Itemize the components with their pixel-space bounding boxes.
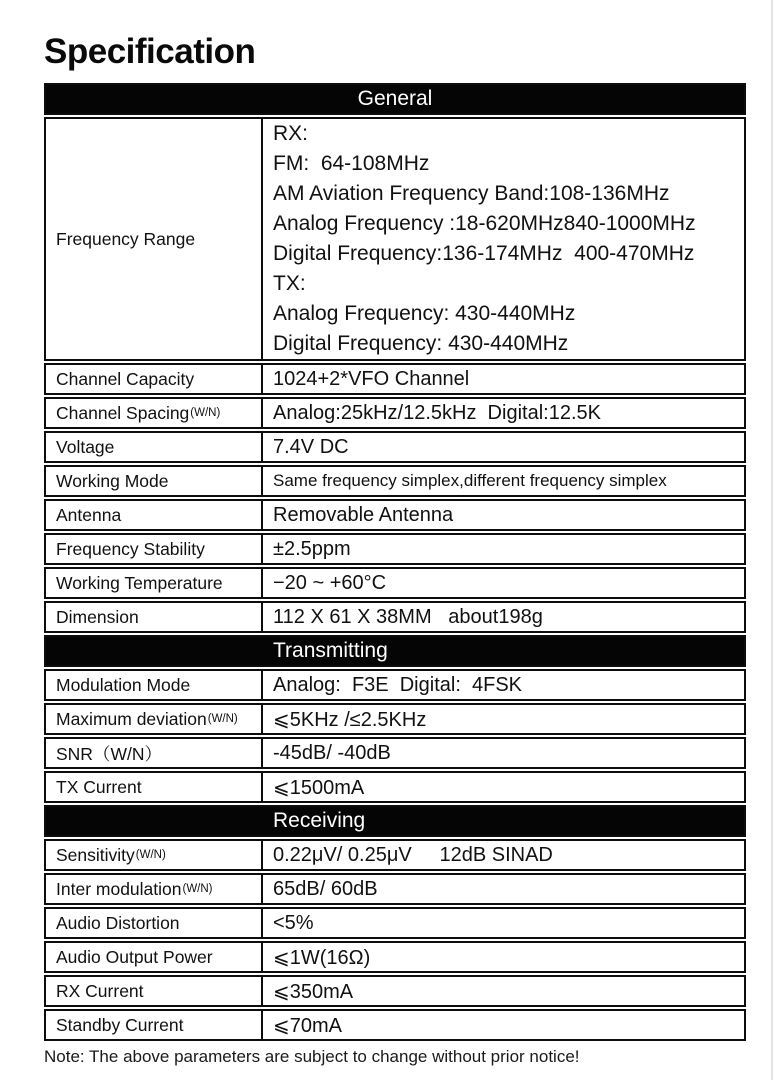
- row-label-text: Sensitivity: [56, 844, 135, 865]
- row-label: [46, 467, 263, 495]
- row-label-text: TX Current: [56, 776, 142, 797]
- row-label: [46, 603, 263, 631]
- row-value-text: 7.4V DC: [273, 435, 349, 458]
- row-label-suffix: (W/N): [190, 407, 221, 419]
- table-row-working-temperature: [44, 567, 746, 599]
- row-label-text: Channel Spacing: [56, 402, 190, 423]
- table-row-frequency-range: [44, 117, 746, 361]
- row-label-text: Voltage: [56, 436, 115, 457]
- row-label-text: Audio Output Power: [56, 946, 213, 967]
- row-value-text: Analog:25kHz/12.5kHz Digital:12.5K: [273, 401, 601, 424]
- table-row-sensitivity: [44, 839, 746, 871]
- section-header-receiving-label: Receiving: [273, 809, 366, 832]
- row-label-text: RX Current: [56, 980, 144, 1001]
- row-label: [46, 399, 263, 427]
- row-label: [46, 705, 263, 733]
- row-value: [263, 943, 744, 971]
- table-row-channel-capacity: [44, 363, 746, 395]
- table-row-channel-spacing: [44, 397, 746, 429]
- row-label-text: Frequency Range: [56, 228, 196, 249]
- row-value: [263, 467, 744, 495]
- table-row-antenna: [44, 499, 746, 531]
- page-title: Specification: [44, 32, 256, 71]
- row-label-text: Inter modulation: [56, 878, 182, 899]
- row-value: [263, 739, 744, 767]
- frequency-line: AM Aviation Frequency Band:108-136MHz: [273, 182, 670, 205]
- row-label-text: Frequency Stability: [56, 538, 205, 559]
- row-label: [46, 909, 263, 937]
- row-label: [46, 501, 263, 529]
- table-row-maximum-deviation: [44, 703, 746, 735]
- row-value-text: 65dB/ 60dB: [273, 877, 378, 900]
- table-row-voltage: [44, 431, 746, 463]
- row-value-text: -45dB/ -40dB: [273, 741, 391, 764]
- frequency-line: FM: 64-108MHz: [273, 152, 430, 175]
- row-value-text: ±2.5ppm: [273, 537, 351, 560]
- row-value: [263, 841, 744, 869]
- row-value: [263, 1011, 744, 1039]
- row-label-text: Maximum deviation: [56, 708, 207, 729]
- table-row-frequency-stability: [44, 533, 746, 565]
- row-label: [46, 535, 263, 563]
- row-label-suffix: (W/N): [182, 883, 213, 895]
- row-value-text: Same frequency simplex,different frequency simplex: [273, 471, 667, 490]
- row-label-text: Working Mode: [56, 470, 169, 491]
- frequency-line: RX:: [273, 122, 309, 145]
- section-header-general-label: General: [357, 87, 433, 110]
- row-value: [263, 875, 744, 903]
- table-row-tx-current: [44, 771, 746, 803]
- row-label: [46, 943, 263, 971]
- row-label: [46, 119, 263, 359]
- row-value: [263, 773, 744, 801]
- row-label: [46, 569, 263, 597]
- row-value: [263, 909, 744, 937]
- table-row-standby-current: [44, 1009, 746, 1041]
- row-label-text: Standby Current: [56, 1014, 184, 1035]
- table-row-snr: [44, 737, 746, 769]
- frequency-line: Digital Frequency:136-174MHz 400-470MHz: [273, 242, 695, 265]
- row-value: [263, 977, 744, 1005]
- section-header-receiving: [44, 805, 746, 837]
- table-row-audio-output-power: [44, 941, 746, 973]
- row-value-text: 0.22μV/ 0.25μV 12dB SINAD: [273, 843, 553, 866]
- footnote: Note: The above parameters are subject to change without prior notice!: [44, 1047, 580, 1066]
- row-value-text: ⩽5KHz /≤2.5KHz: [273, 708, 427, 731]
- row-label: [46, 977, 263, 1005]
- row-value-text: ⩽1W(16Ω): [273, 946, 371, 969]
- row-label: [46, 671, 263, 699]
- row-label-text: Dimension: [56, 606, 139, 627]
- table-row-modulation-mode: [44, 669, 746, 701]
- frequency-line: Analog Frequency :18-620MHz840-1000MHz: [273, 212, 696, 235]
- row-value-text: −20 ~ +60°C: [273, 571, 387, 594]
- row-value-text: ⩽1500mA: [273, 776, 365, 799]
- row-value: [263, 399, 744, 427]
- row-label-text: Channel Capacity: [56, 368, 195, 389]
- row-value: [263, 705, 744, 733]
- row-value: [263, 433, 744, 461]
- row-value-text: 1024+2*VFO Channel: [273, 367, 470, 390]
- row-label: [46, 875, 263, 903]
- table-row-working-mode: [44, 465, 746, 497]
- row-value: [263, 671, 744, 699]
- row-value-text: 112 X 61 X 38MM about198g: [273, 605, 543, 628]
- row-label: [46, 841, 263, 869]
- section-header-general: [44, 83, 746, 115]
- table-row-rx-current: [44, 975, 746, 1007]
- row-value-text: Removable Antenna: [273, 503, 454, 526]
- frequency-line: Digital Frequency: 430-440MHz: [273, 332, 569, 355]
- row-label: [46, 433, 263, 461]
- row-label-text: SNR（W/N）: [56, 743, 162, 764]
- row-value: [263, 365, 744, 393]
- table-row-inter-modulation: [44, 873, 746, 905]
- page-edge-artifact: [771, 0, 773, 1080]
- frequency-line: Analog Frequency: 430-440MHz: [273, 302, 576, 325]
- row-value-text: ⩽70mA: [273, 1014, 343, 1037]
- frequency-line: TX:: [273, 272, 306, 295]
- section-header-transmitting-label: Transmitting: [273, 639, 388, 662]
- row-label-suffix: (W/N): [207, 713, 238, 725]
- table-row-dimension: [44, 601, 746, 633]
- section-header-transmitting: [44, 635, 746, 667]
- row-label-text: Working Temperature: [56, 572, 223, 593]
- row-value: [263, 569, 744, 597]
- row-label-text: Modulation Mode: [56, 674, 191, 695]
- row-value: [263, 603, 744, 631]
- row-label: [46, 365, 263, 393]
- row-label: [46, 739, 263, 767]
- table-row-audio-distortion: [44, 907, 746, 939]
- row-value: [263, 535, 744, 563]
- row-value-text: ⩽350mA: [273, 980, 354, 1003]
- row-value-text: Analog: F3E Digital: 4FSK: [273, 673, 523, 696]
- specification-table: [44, 83, 746, 1041]
- row-value: [263, 501, 744, 529]
- row-label-text: Audio Distortion: [56, 912, 180, 933]
- row-value-text: <5%: [273, 911, 314, 934]
- row-label-text: Antenna: [56, 504, 122, 525]
- row-label: [46, 773, 263, 801]
- row-label-suffix: (W/N): [135, 849, 166, 861]
- row-label: [46, 1011, 263, 1039]
- row-value: [263, 119, 744, 359]
